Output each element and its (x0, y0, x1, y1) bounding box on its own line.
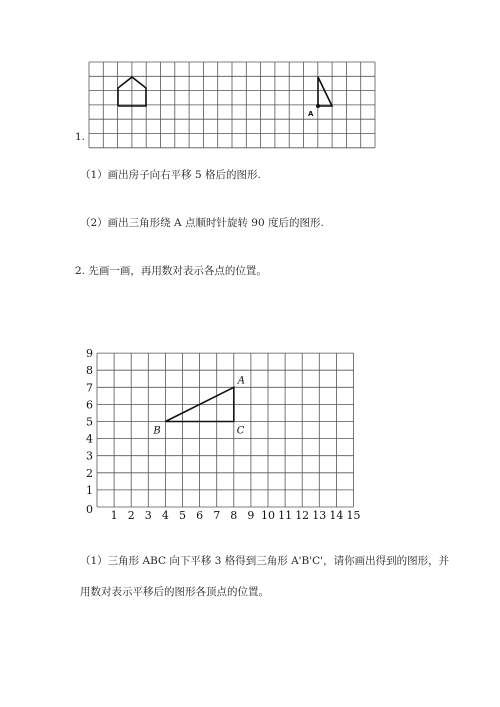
q2-title: 2. 先画一画，再用数对表示各点的位置。 (75, 265, 267, 277)
x-tick-label: 12 (295, 509, 310, 522)
x-tick-label: 14 (329, 509, 344, 522)
q1-item-1: （1）画出房子向右平移 5 格后的图形. (80, 169, 261, 181)
q2-point-labels (152, 375, 245, 436)
point-a-dot (316, 104, 320, 108)
point-label-c: C (236, 425, 245, 437)
x-tick-label: 1 (110, 509, 118, 522)
x-tick-label: 9 (247, 509, 255, 522)
x-tick-label: 2 (127, 509, 135, 522)
q2-coordinate-grid (0, 335, 500, 525)
y-tick-label: 4 (86, 432, 93, 446)
x-tick-label: 7 (213, 509, 221, 522)
y-tick-label: 6 (86, 398, 93, 412)
x-tick-label: 5 (179, 509, 186, 522)
y-tick-label: 8 (86, 364, 93, 378)
q2-grid-lines (97, 353, 354, 507)
x-tick-label: 13 (312, 509, 327, 522)
y-tick-label: 2 (86, 466, 93, 480)
x-tick-label: 6 (196, 509, 204, 522)
triangle-shape (318, 77, 332, 106)
x-tick-label: 10 (261, 509, 275, 522)
q2-item-line-2: 用数对表示平移后的图形各顶点的位置。 (80, 586, 269, 598)
y-tick-label: 7 (86, 381, 93, 395)
q1-number: 1. (75, 131, 86, 143)
y-tick-label: 9 (86, 347, 93, 361)
q1-section (0, 0, 500, 240)
x-tick-label: 8 (230, 509, 238, 522)
q2-item-line-1: （1）三角形 ABC 向下平移 3 格得到三角形 A'B'C'，请你画出得到的图形，并 (80, 555, 450, 567)
y-tick-label: 1 (86, 483, 93, 497)
q1-item-2: （2）画出三角形绕 A 点顺时针旋转 90 度后的图形. (80, 217, 324, 229)
point-label-b: B (153, 425, 161, 437)
x-tick-label: 3 (144, 509, 152, 522)
y-tick-label: 5 (86, 415, 93, 429)
x-tick-label: 15 (346, 509, 361, 522)
point-a-label: A (308, 110, 314, 118)
q1-grid-figure (0, 0, 500, 170)
y-tick-label: 3 (86, 449, 93, 463)
point-label-a: A (237, 375, 246, 387)
x-tick-label: 4 (161, 509, 169, 522)
x-tick-label: 11 (278, 509, 293, 522)
origin-label: 0 (86, 503, 93, 516)
